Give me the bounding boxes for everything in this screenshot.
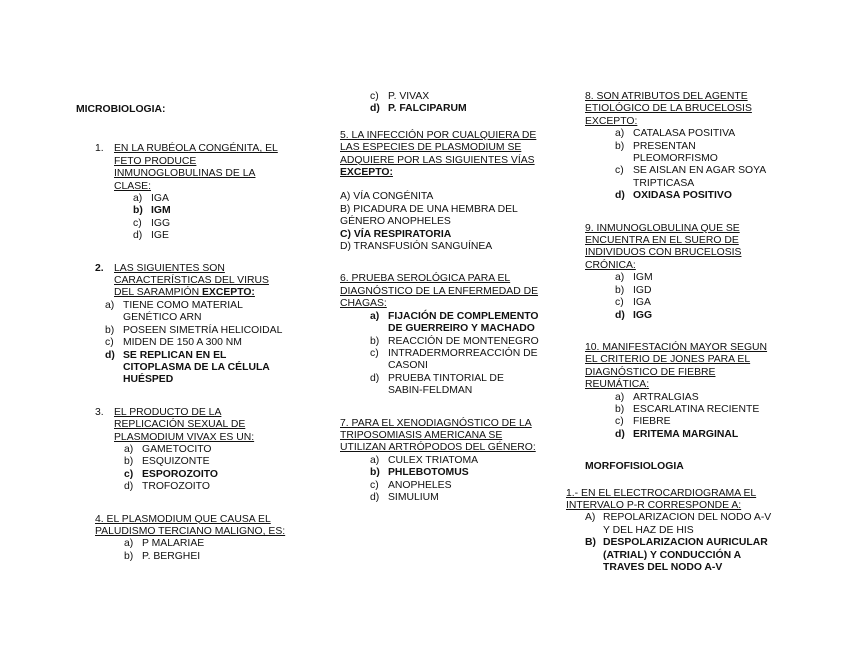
question-8 — [585, 91, 776, 203]
option-b-answer: b) PHLEBOTOMUS — [370, 467, 469, 479]
option-d-answer: d) OXIDASA POSITIVO — [615, 190, 732, 202]
option-a: a) CULEX TRIATOMA — [370, 454, 479, 466]
option-b: b) ESQUIZONTE — [124, 456, 210, 468]
question-morfo-1 — [566, 488, 776, 575]
option-a: A) REPOLARIZACION DEL NODO A-V Y DEL HAZ DE HIS — [585, 512, 772, 536]
option-c: c) MIDEN DE 150 A 300 NM — [105, 337, 242, 349]
option-d: d) TROFOZOITO — [124, 481, 210, 493]
option-d-answer: d) SE REPLICAN EN EL CITOPLASMA DE LA CÉLULA HUÉSPED — [105, 349, 270, 386]
option-d-answer: d) ERITEMA MARGINAL — [615, 428, 739, 440]
option-a: a) CATALASA POSITIVA — [615, 128, 736, 140]
option-b: b) ESCARLATINA RECIENTE — [615, 403, 760, 415]
option-list — [615, 128, 776, 202]
column-3 — [566, 91, 776, 594]
section-title-microbiologia: MICROBIOLOGIA: — [76, 104, 166, 115]
option-d: d) IGE — [133, 230, 169, 242]
option-a: a) IGM — [615, 272, 653, 284]
option-list — [615, 272, 776, 322]
option-a-answer: a) FIJACIÓN DE COMPLEMENTO DE GUERREIRO Y MACHADO — [370, 310, 539, 335]
option-list — [124, 444, 286, 494]
option-b: b) POSEEN SIMETRÍA HELICOIDAL — [105, 324, 283, 336]
question-10 — [585, 342, 776, 441]
question-4-continued-options — [370, 91, 540, 116]
question-2 — [95, 263, 286, 387]
option-c: c) SE AISLAN EN AGAR SOYA TRIPTICASA — [615, 165, 766, 189]
question-6 — [340, 273, 540, 397]
option-d: D) TRANSFUSIÓN SANGUÍNEA — [340, 241, 493, 253]
option-b-answer: b) IGM — [133, 205, 171, 217]
option-list — [585, 512, 776, 574]
option-list — [370, 311, 540, 398]
question-1 — [95, 143, 286, 242]
question-3 — [95, 407, 286, 494]
option-list — [105, 300, 286, 387]
question-text: 9. INMUNOGLOBULINA QUE SE ENCUENTRA EN EL SUERO DE INDIVIDUOS CON BRUCELOSIS CRÓNICA: — [585, 222, 742, 271]
question-text: 6. PRUEBA SEROLÓGICA PARA EL DIAGNÓSTICO DE LA ENFERMEDAD DE CHAGAS: — [340, 273, 539, 310]
question-text: EL PRODUCTO DE LA REPLICACIÓN SEXUAL DE PLASMODIUM VIVAX ES UN: — [114, 406, 255, 443]
option-c: c) INTRADERMORREACCIÓN DE CASONI — [370, 347, 538, 372]
option-c: c) IGA — [615, 297, 651, 309]
option-list — [370, 455, 540, 505]
option-c-answer: C) VÍA RESPIRATORIA — [340, 228, 452, 240]
option-d-answer: d) P. FALCIPARUM — [370, 103, 467, 115]
question-9 — [585, 223, 776, 322]
option-list — [133, 193, 286, 243]
option-c-answer: c) ESPOROZOITO — [124, 468, 219, 480]
option-list — [615, 392, 776, 442]
option-list — [124, 538, 286, 563]
option-b: B) PICADURA DE UNA HEMBRA DEL GÉNERO ANOPHELES — [340, 203, 518, 228]
question-7 — [340, 418, 540, 505]
option-b-answer: B) DESPOLARIZACION AURICULAR (ATRIAL) Y CONDUCCIÓN A TRAVES DEL NODO A-V — [585, 537, 768, 573]
option-a: a) IGA — [133, 193, 169, 205]
option-b: b) REACCIÓN DE MONTENEGRO — [370, 335, 539, 347]
option-a: a) GAMETOCITO — [124, 443, 212, 455]
question-number: 1. — [95, 143, 104, 155]
option-c: c) P. VIVAX — [370, 91, 430, 102]
option-a: a) ARTRALGIAS — [615, 391, 699, 403]
question-text: LAS SIGUIENTES SON CARACTERÍSTICAS DEL VIRUS DEL SARAMPIÓN EXCEPTO: — [114, 262, 269, 299]
question-text: 7. PARA EL XENODIAGNÓSTICO DE LA TRIPOSOMIASIS AMERICANA SE UTILIZAN ARTRÓPODOS DEL GÉNERO: — [340, 417, 536, 454]
question-text: 10. MANIFESTACIÓN MAYOR SEGUN EL CRITERIO DE JONES PARA EL DIAGNÓSTICO DE FIEBRE REUMÁTICA: — [585, 341, 768, 391]
option-a: a) TIENE COMO MATERIAL GENÉTICO ARN — [105, 299, 243, 324]
option-b: b) P. BERGHEI — [124, 550, 201, 562]
option-d: d) SIMULIUM — [370, 491, 439, 503]
question-text: 4. EL PLASMODIUM QUE CAUSA EL PALUDISMO TERCIANO MALIGNO, ES: — [95, 513, 286, 537]
option-b: b) IGD — [615, 284, 652, 296]
question-5 — [340, 130, 540, 254]
column-2 — [340, 91, 540, 524]
option-d: d) PRUEBA TINTORIAL DE SABIN-FELDMAN — [370, 372, 504, 397]
option-c: c) ANOPHELES — [370, 479, 452, 491]
option-d-answer: d) IGG — [615, 309, 653, 321]
column-1 — [76, 104, 286, 583]
option-c: c) FIEBRE — [615, 416, 671, 428]
option-c: c) IGG — [133, 217, 171, 229]
option-a: A) VÍA CONGÉNITA — [340, 191, 434, 203]
question-number: 3. — [95, 406, 104, 418]
question-number: 2. — [95, 262, 104, 274]
section-title-morfofisiologia: MORFOFISIOLOGIA — [585, 461, 684, 473]
option-a: a) P MALARIAE — [124, 538, 205, 550]
option-b: b) PRESENTAN PLEOMORFISMO — [615, 140, 718, 165]
question-text: 5. LA INFECCIÓN POR CUALQUIERA DE LAS ESPECIES DE PLASMODIUM SE ADQUIERE POR LAS SIGUIENTES VÍAS EXCEPTO: — [340, 129, 537, 179]
question-4 — [95, 514, 286, 564]
question-text: EN LA RUBÉOLA CONGÉNITA, EL FETO PRODUCE INMUNOGLOBULINAS DE LA CLASE: — [114, 143, 278, 192]
question-text: 1.- EN EL ELECTROCARDIOGRAMA EL INTERVALO P-R CORRESPONDE A: — [566, 487, 757, 511]
question-text: 8. SON ATRIBUTOS DEL AGENTE ETIOLÓGICO DE LA BRUCELOSIS EXCEPTO: — [585, 91, 752, 127]
